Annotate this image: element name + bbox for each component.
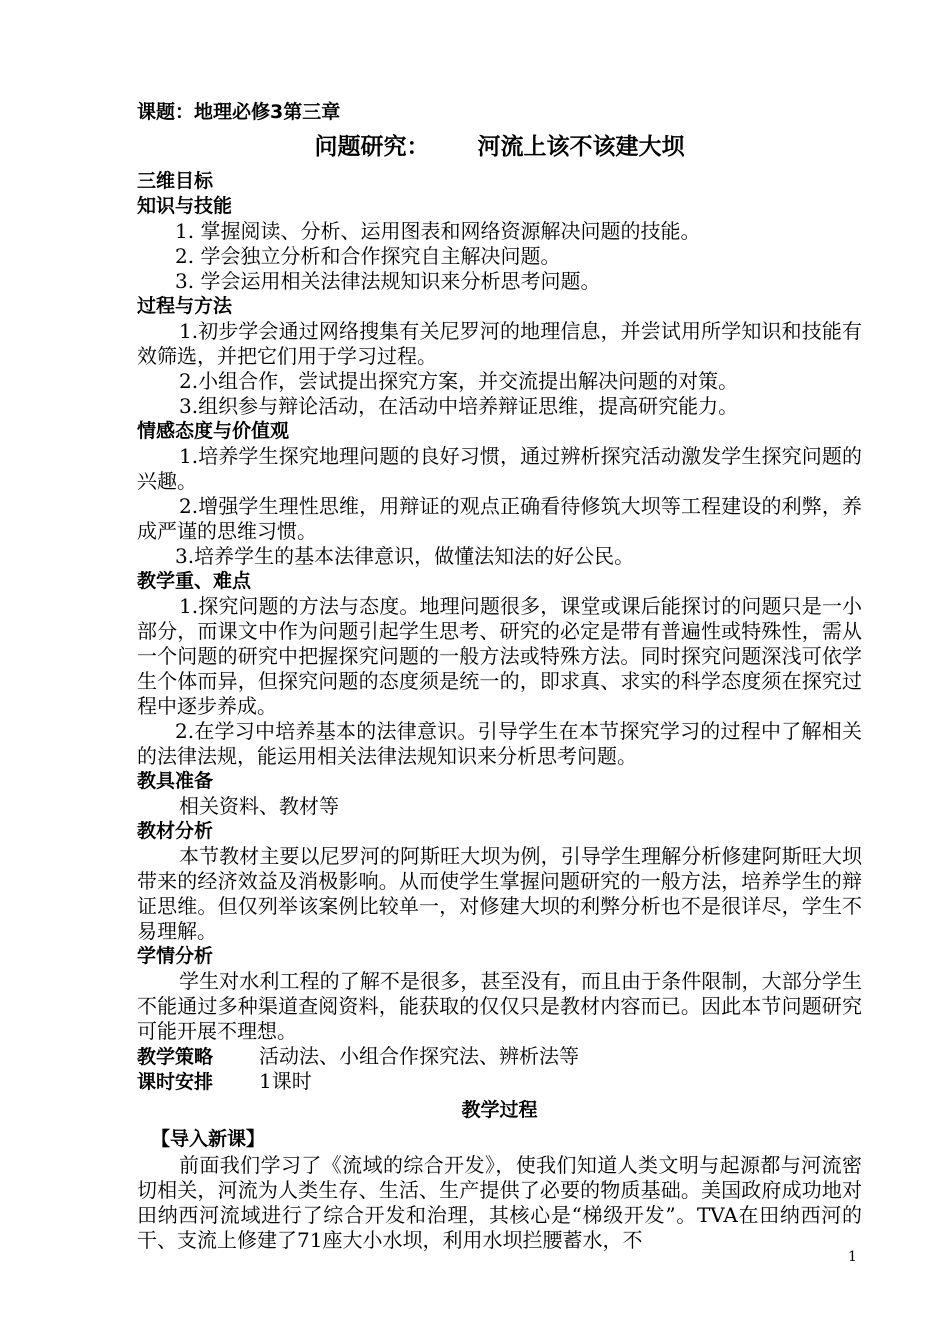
teaching-aids-heading: 教具准备 bbox=[137, 770, 214, 792]
page-number: 1 bbox=[848, 1249, 857, 1265]
process-item: 1.初步学会通过网络搜集有关尼罗河的地理信息，并尝试用所学知识和技能有效筛选，并把它们用于学习过程。 bbox=[137, 319, 862, 368]
objectives-heading: 三维目标 bbox=[137, 170, 214, 192]
key-points-heading: 教学重、难点 bbox=[137, 570, 252, 592]
schedule-row bbox=[137, 1069, 862, 1094]
knowledge-item: 1. 掌握阅读、分析、运用图表和网络资源解决问题的技能。 bbox=[175, 219, 701, 243]
page-content bbox=[137, 97, 862, 1253]
intro-text: 前面我们学习了《流域的综合开发》，使我们知道人类文明与起源都与河流密切相关，河流为人类生存、生活、生产提供了必要的物质基础。美国政府成功地对田纳西河流域进行了综合开发和治理，其核心是“梯级开发”。TVA在田纳西河的干、支流上修建了71座大小水坝，利用水坝拦腰蓄水，不 bbox=[137, 1153, 862, 1252]
schedule-value: 1课时 bbox=[259, 1069, 312, 1093]
key-point-item: 2.在学习中培养基本的法律意识。引导学生在本节探究学习的过程中了解相关的法律法规，能运用相关法律法规知识来分析思考问题。 bbox=[137, 719, 862, 768]
material-analysis-text: 本节教材主要以尼罗河的阿斯旺大坝为例，引导学生理解分析修建阿斯旺大坝带来的经济效益及消极影响。从而使学生掌握问题研究的一般方法，培养学生的辩证思维。但仅列举该案例比较单一，对修建大坝的利弊分析也不是很详尽，学生不易理解。 bbox=[137, 844, 862, 943]
strategy-value: 活动法、小组合作探究法、辨析法等 bbox=[259, 1044, 579, 1068]
key-point-item: 1.探究问题的方法与态度。地理问题很多，课堂或课后能探讨的问题只是一小部分，而课文中作为问题引起学生思考、研究的必定是带有普遍性或特殊性，需从一个问题的研究中把握探究问题的一般方法或特殊方法。同时探究问题深浅可依学生个体而异，但探究问题的态度须是统一的，即求真、求实的科学态度须在探究过程中逐步养成。 bbox=[137, 594, 862, 718]
schedule-label: 课时安排 bbox=[137, 1071, 214, 1093]
attitude-item: 3.培养学生的基本法律意识，做懂法知法的好公民。 bbox=[175, 544, 635, 568]
attitude-item: 2.增强学生理性思维，用辩证的观点正确看待修筑大坝等工程建设的利弊，养成严谨的思维习惯。 bbox=[137, 494, 862, 543]
knowledge-heading: 知识与技能 bbox=[137, 195, 233, 217]
process-item: 2.小组合作，尝试提出探究方案，并交流提出解决问题的对策。 bbox=[179, 369, 739, 393]
process-item: 3.组织参与辩论活动，在活动中培养辩证思维，提高研究能力。 bbox=[179, 394, 739, 418]
process-heading: 过程与方法 bbox=[137, 295, 233, 317]
material-analysis-heading: 教材分析 bbox=[137, 820, 214, 842]
student-analysis-heading: 学情分析 bbox=[137, 945, 214, 967]
strategy-label: 教学策略 bbox=[137, 1046, 214, 1068]
process-title: 教学过程 bbox=[461, 1099, 538, 1121]
course-line: 课题：地理必修3第三章 bbox=[137, 101, 341, 123]
page-title: 问题研究： 河流上该不该建大坝 bbox=[314, 134, 685, 160]
knowledge-item: 2. 学会独立分析和合作探究自主解决问题。 bbox=[175, 244, 561, 268]
strategy-row bbox=[137, 1044, 862, 1069]
intro-heading: 【导入新课】 bbox=[151, 1128, 266, 1150]
attitude-item: 1.培养学生探究地理问题的良好习惯，通过辨析探究活动激发学生探究问题的兴趣。 bbox=[137, 444, 862, 493]
knowledge-item: 3. 学会运用相关法律法规知识来分析思考问题。 bbox=[175, 269, 601, 293]
student-analysis-text: 学生对水利工程的了解不是很多，甚至没有，而且由于条件限制，大部分学生不能通过多种渠道查阅资料，能获取的仅仅只是教材内容而已。因此本节问题研究可能开展不理想。 bbox=[137, 969, 862, 1043]
teaching-aids-text: 相关资料、教材等 bbox=[179, 794, 339, 818]
attitude-heading: 情感态度与价值观 bbox=[137, 420, 290, 442]
